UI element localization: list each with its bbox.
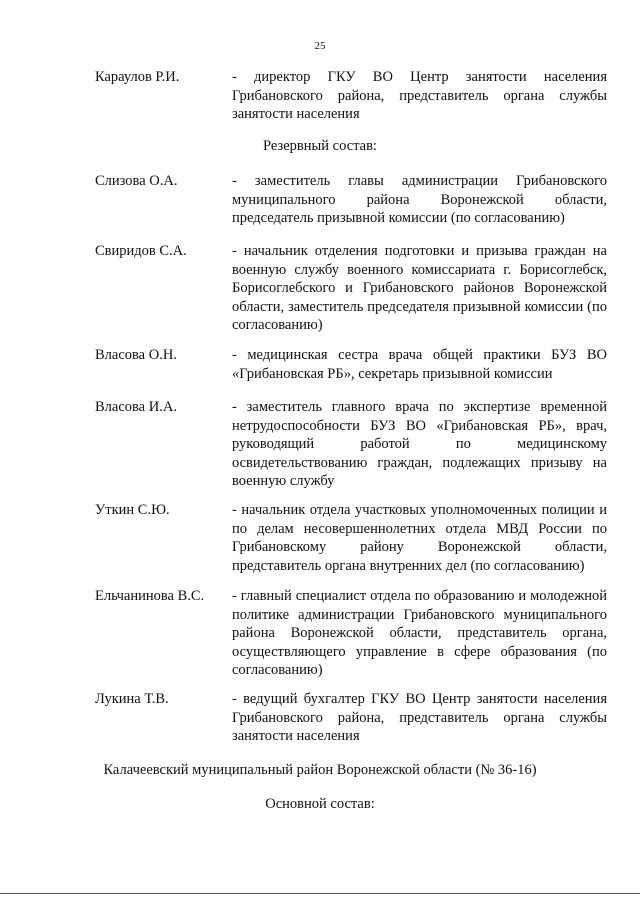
member-role: - ведущий бухгалтер ГКУ ВО Центр занятости населения Грибановского района, представитель органа службы занятости населения: [232, 691, 607, 744]
member-entry: [95, 690, 607, 746]
member-role: - медицинская сестра врача общей практики БУЗ ВО «Грибановская РБ», секретарь призывной комиссии: [232, 347, 607, 382]
district-heading: Калачеевский муниципальный район Воронежской области (№ 36-16): [103, 762, 537, 778]
member-name: Свиридов С.А.: [95, 243, 187, 259]
member-entry: [95, 587, 607, 680]
member-name: Власова И.А.: [95, 399, 177, 415]
member-entry: [95, 172, 607, 228]
member-name: Лукина Т.В.: [95, 691, 169, 707]
member-entry: [95, 501, 607, 575]
member-entry: [95, 398, 607, 491]
member-name: Уткин С.Ю.: [95, 502, 170, 518]
member-entry: [95, 68, 607, 124]
member-name: Власова О.Н.: [95, 347, 177, 363]
member-entry: [95, 346, 607, 383]
member-name: Слизова О.А.: [95, 173, 178, 189]
reserve-heading: Резервный состав:: [263, 138, 377, 154]
member-role: - директор ГКУ ВО Центр занятости населения Грибановского района, представитель органа службы занятости населения: [232, 69, 607, 122]
page-bottom-rule: [0, 893, 640, 894]
member-role: - заместитель главного врача по экспертизе временной нетрудоспособности БУЗ ВО «Грибановская РБ», врач, руководящий работой по медицинскому освидетельствованию граждан, подлежащих призыву на военную службу: [232, 399, 607, 489]
member-name: Караулов Р.И.: [95, 69, 180, 85]
member-role: - заместитель главы администрации Грибановского муниципального района Воронежской области, председатель призывной комиссии (по согласованию): [232, 173, 607, 226]
member-name: Ельчанинова В.С.: [95, 588, 205, 604]
page-number: 25: [314, 40, 326, 52]
main-composition-heading: Основной состав:: [265, 796, 375, 812]
member-role: - начальник отделения подготовки и призыва граждан на военную службу военного комиссариата г. Борисоглебск, Борисоглебского и Грибановского районов Воронежской области, заместитель председателя призывной комиссии (по согласованию): [232, 243, 607, 333]
member-entry: [95, 242, 607, 335]
member-role: - начальник отдела участковых уполномоченных полиции и по делам несовершеннолетних отдела МВД России по Грибановскому району Воронежской области, представитель органа внутренних дел (по согласованию): [232, 502, 607, 574]
member-role: - главный специалист отдела по образованию и молодежной политике администрации Грибановского муниципального района Воронежской области, представитель органа, осуществляющего управление в сфере образования (по согласованию): [232, 588, 607, 678]
